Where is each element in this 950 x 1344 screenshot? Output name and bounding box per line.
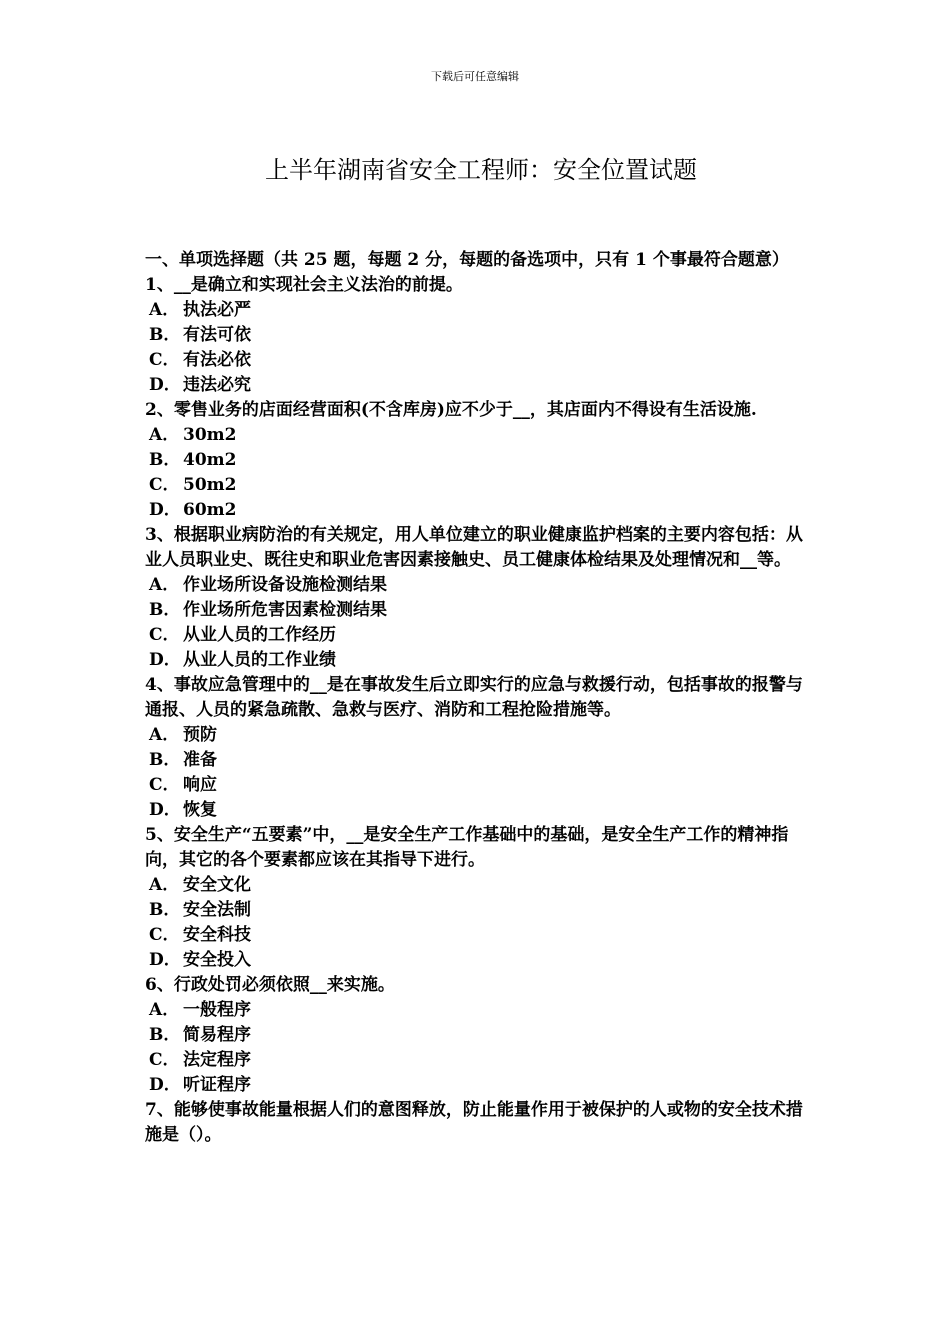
option-letter: D．	[149, 650, 181, 670]
option-item	[145, 448, 810, 473]
option-item	[145, 1048, 810, 1073]
option-item	[145, 348, 810, 373]
option-item	[145, 723, 810, 748]
option-text: 安全科技	[183, 925, 251, 945]
option-item	[145, 998, 810, 1023]
option-letter: A．	[149, 875, 180, 895]
question-block	[145, 823, 810, 973]
option-item	[145, 623, 810, 648]
question-block	[145, 673, 810, 823]
option-item	[145, 573, 810, 598]
question-block	[145, 1098, 810, 1148]
option-text: 安全法制	[183, 900, 251, 920]
option-letter: A．	[149, 300, 180, 320]
option-item	[145, 373, 810, 398]
option-text: 法定程序	[183, 1050, 251, 1070]
option-letter: B．	[149, 750, 181, 770]
question-block	[145, 273, 810, 398]
option-item	[145, 923, 810, 948]
option-item	[145, 1023, 810, 1048]
option-letter: B．	[149, 450, 181, 470]
option-letter: D．	[149, 950, 181, 970]
option-text: 恢复	[183, 800, 217, 820]
option-text: 作业场所危害因素检测结果	[183, 600, 387, 620]
page-title: 上半年湖南省安全工程师：安全位置试题	[265, 156, 697, 184]
option-text: 从业人员的工作经历	[183, 625, 336, 645]
option-letter: C．	[149, 775, 180, 795]
option-list	[145, 998, 810, 1098]
option-text: 60m2	[183, 500, 237, 520]
option-letter: C．	[149, 925, 180, 945]
option-item	[145, 323, 810, 348]
option-text: 40m2	[183, 450, 237, 470]
option-item	[145, 948, 810, 973]
option-item	[145, 773, 810, 798]
question-text: 7、能够使事故能量根据人们的意图释放，防止能量作用于被保护的人或物的安全技术措施是（）。	[145, 1100, 803, 1145]
option-list	[145, 873, 810, 973]
option-text: 响应	[183, 775, 217, 795]
question-block	[145, 398, 810, 523]
option-letter: A．	[149, 725, 180, 745]
option-item	[145, 873, 810, 898]
option-item	[145, 748, 810, 773]
option-text: 从业人员的工作业绩	[183, 650, 336, 670]
question-text: 6、行政处罚必须依照__来实施。	[145, 975, 395, 995]
option-list	[145, 423, 810, 523]
option-letter: A．	[149, 1000, 180, 1020]
option-text: 准备	[183, 750, 217, 770]
option-letter: D．	[149, 800, 181, 820]
option-item	[145, 1073, 810, 1098]
option-text: 违法必究	[183, 375, 251, 395]
option-letter: C．	[149, 1050, 180, 1070]
option-text: 30m2	[183, 425, 237, 445]
option-text: 作业场所设备设施检测结果	[183, 575, 387, 595]
header-note: 下载后可任意编辑	[431, 70, 519, 83]
question-text: 5、安全生产“五要素”中，__是安全生产工作基础中的基础，是安全生产工作的精神指向，其它的各个要素都应该在其指导下进行。	[145, 825, 789, 870]
option-letter: D．	[149, 500, 181, 520]
option-text: 预防	[183, 725, 217, 745]
option-text: 执法必严	[183, 300, 251, 320]
option-text: 听证程序	[183, 1075, 251, 1095]
question-block	[145, 523, 810, 673]
document-body	[145, 248, 810, 1148]
option-text: 安全文化	[183, 875, 251, 895]
option-item	[145, 798, 810, 823]
option-item	[145, 423, 810, 448]
option-item	[145, 598, 810, 623]
option-letter: C．	[149, 625, 180, 645]
question-text: 4、事故应急管理中的__是在事故发生后立即实行的应急与救援行动，包括事故的报警与通报、人员的紧急疏散、急救与医疗、消防和工程抢险措施等。	[145, 675, 803, 720]
option-item	[145, 648, 810, 673]
question-list	[145, 273, 810, 1148]
option-list	[145, 723, 810, 823]
option-text: 一般程序	[183, 1000, 251, 1020]
option-list	[145, 573, 810, 673]
option-text: 有法必依	[183, 350, 251, 370]
option-letter: B．	[149, 900, 181, 920]
option-item	[145, 298, 810, 323]
option-item	[145, 898, 810, 923]
option-letter: B．	[149, 325, 181, 345]
option-list	[145, 298, 810, 398]
section-heading: 一、单项选择题（共 25 题，每题 2 分，每题的备选项中，只有 1 个事最符合题意）	[145, 250, 789, 270]
option-letter: B．	[149, 600, 181, 620]
option-text: 安全投入	[183, 950, 251, 970]
question-text: 1、__是确立和实现社会主义法治的前提。	[145, 275, 463, 295]
question-text: 2、零售业务的店面经营面积(不含库房)应不少于__，其店面内不得设有生活设施.	[145, 400, 757, 420]
option-text: 有法可依	[183, 325, 251, 345]
option-item	[145, 498, 810, 523]
option-letter: D．	[149, 1075, 181, 1095]
option-letter: A．	[149, 425, 180, 445]
option-letter: C．	[149, 475, 180, 495]
question-block	[145, 973, 810, 1098]
option-letter: B．	[149, 1025, 181, 1045]
option-text: 简易程序	[183, 1025, 251, 1045]
option-letter: A．	[149, 575, 180, 595]
option-letter: C．	[149, 350, 180, 370]
question-text: 3、根据职业病防治的有关规定，用人单位建立的职业健康监护档案的主要内容包括：从业人员职业史、既往史和职业危害因素接触史、员工健康体检结果及处理情况和__等。	[145, 525, 803, 570]
option-item	[145, 473, 810, 498]
option-letter: D．	[149, 375, 181, 395]
option-text: 50m2	[183, 475, 237, 495]
